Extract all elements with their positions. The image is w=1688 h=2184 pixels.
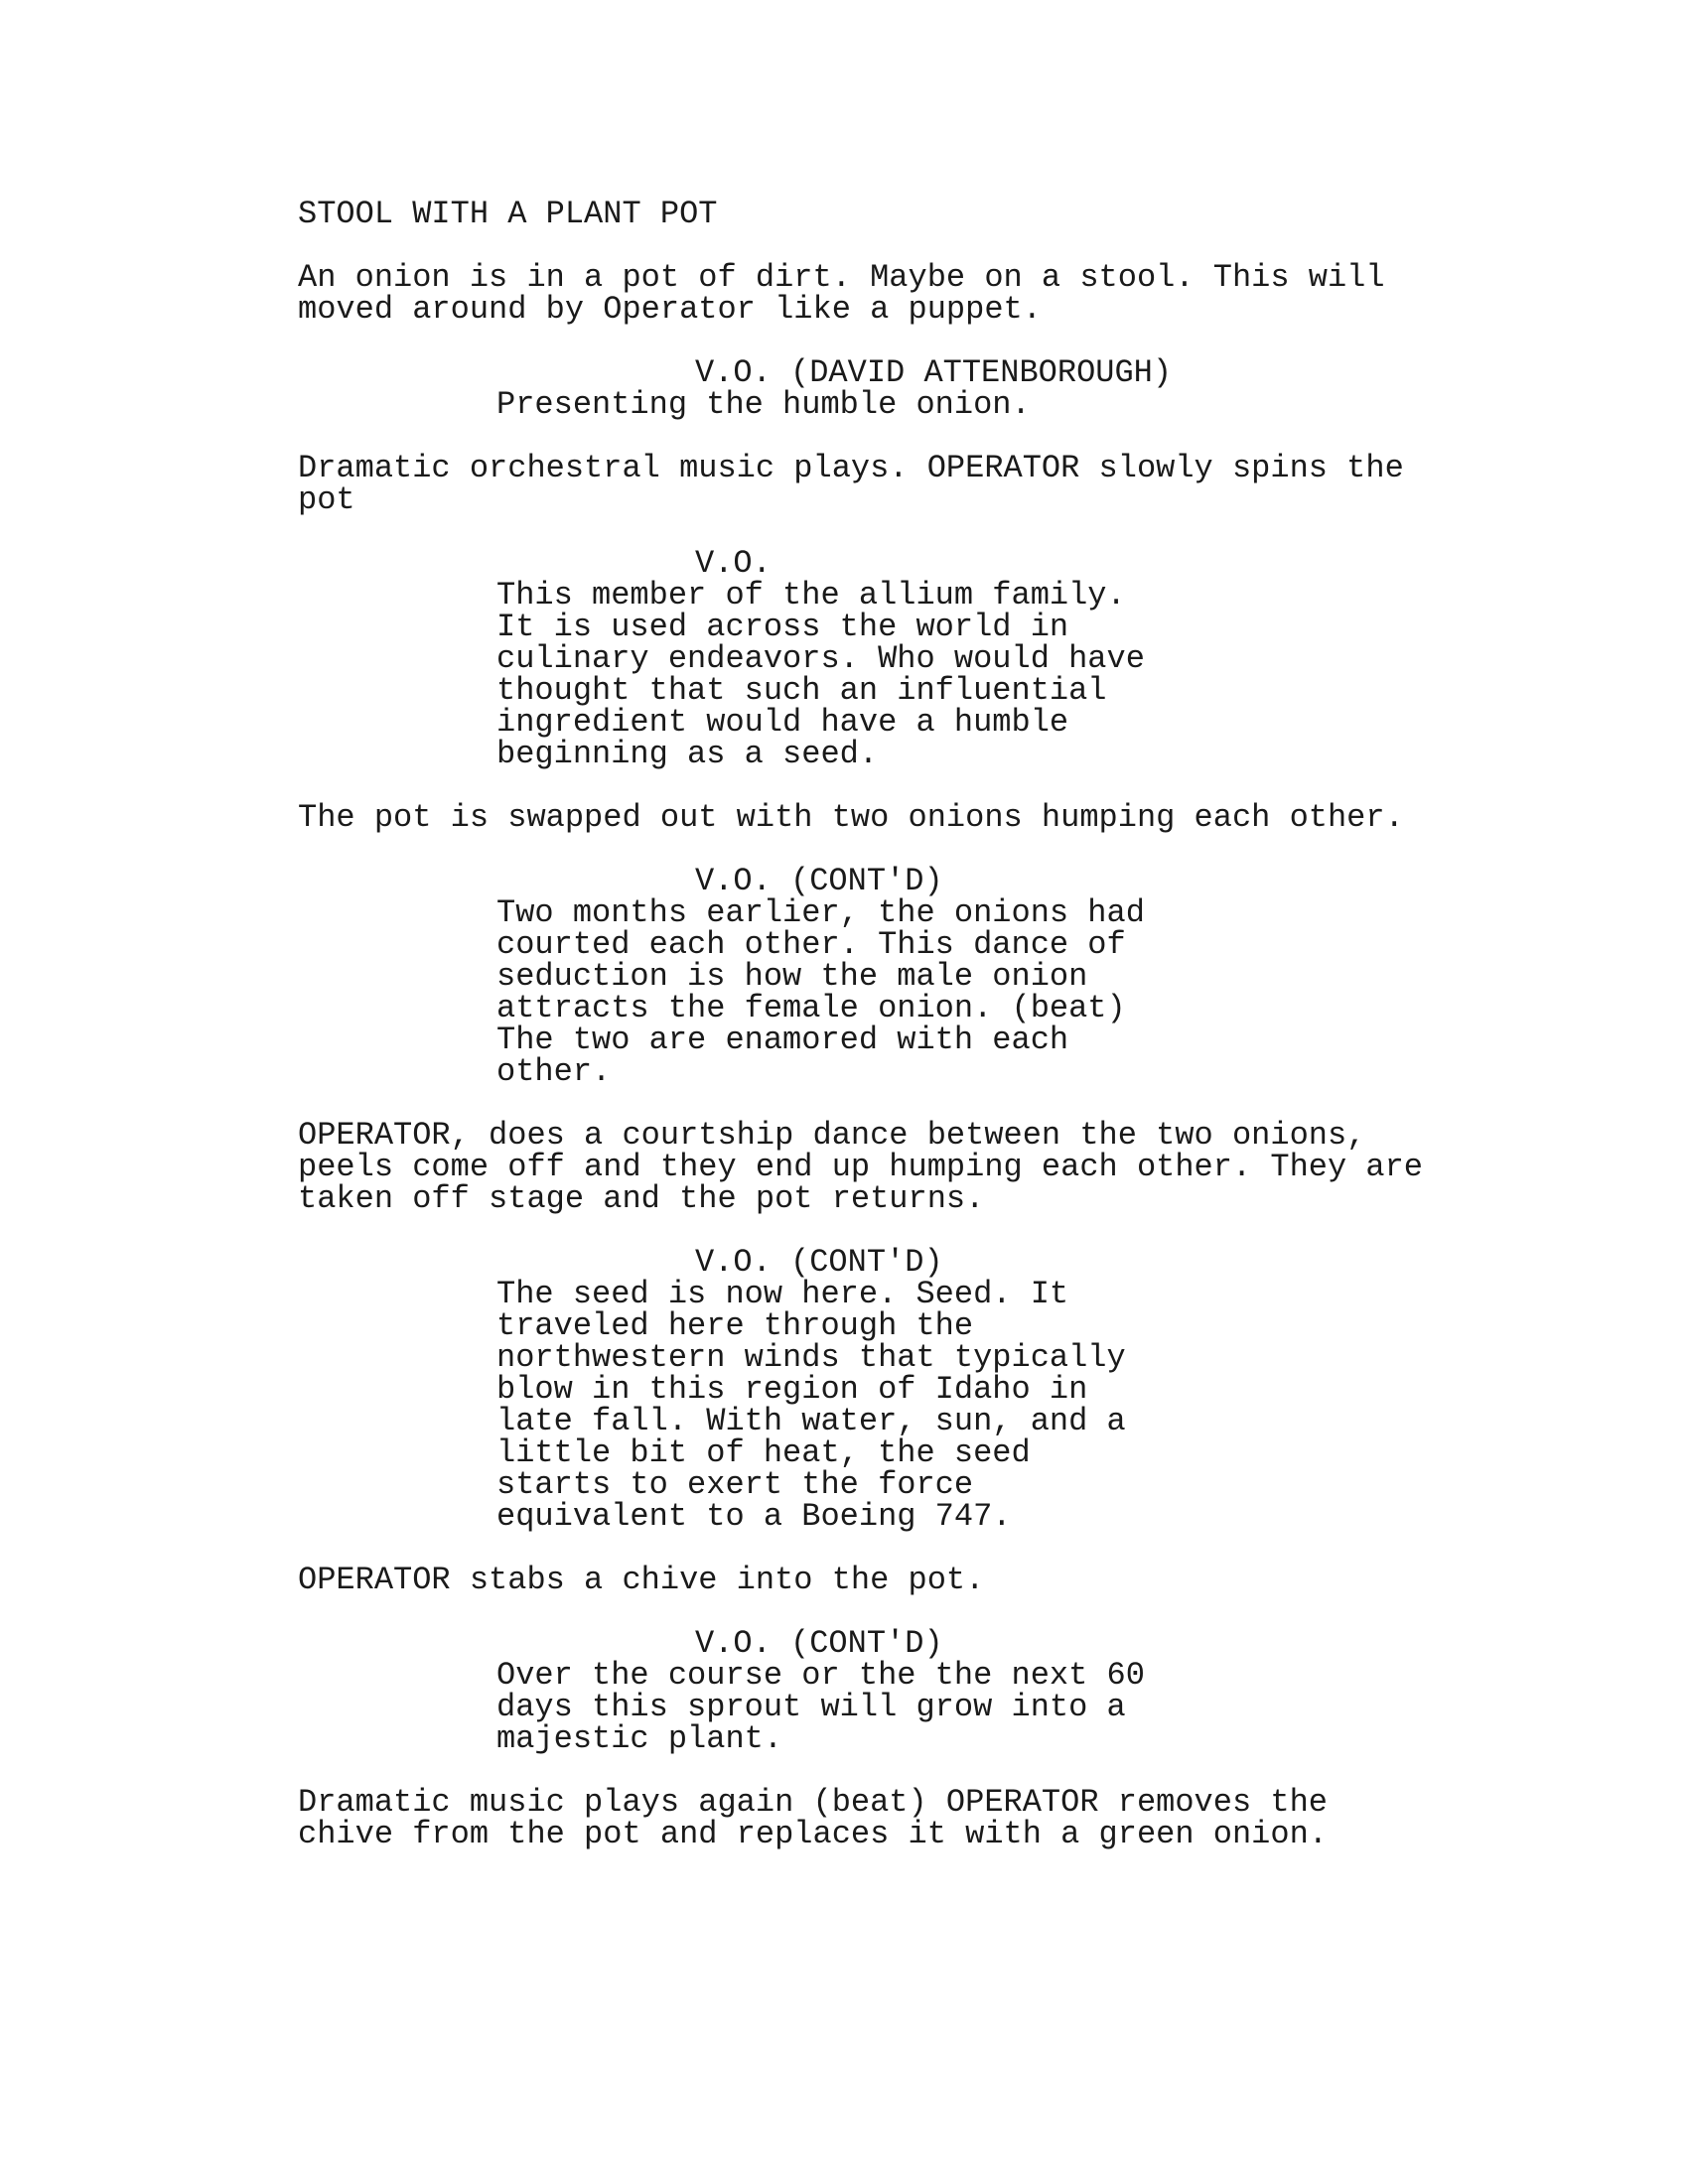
dialogue-block [496,1276,1489,1535]
character-line: V.O. (CONT'D) [695,1625,943,1662]
dialogue-line: It is used across the world in [496,609,1069,645]
block-spacer [298,1088,1489,1120]
dialogue-block [496,1657,1489,1757]
dialogue-line: This member of the allium family. [496,577,1126,614]
dialogue-line: starts to exert the force [496,1466,974,1503]
dialogue-line: courted each other. This dance of [496,926,1126,963]
dialogue-line: equivalent to a Boeing 747. [496,1498,1012,1535]
dialogue-line: seduction is how the male onion [496,958,1088,995]
action-line: chive from the pot and replaces it with a green onion. [298,1816,1328,1852]
character-line: V.O. (CONT'D) [695,863,943,899]
character-block [695,545,1489,582]
character-line: V.O. [695,545,772,582]
dialogue-line: Two months earlier, the onions had [496,894,1145,931]
action-line: Dramatic orchestral music plays. OPERATOR slowly spins the [298,450,1404,486]
action-line: peels come off and they end up humping each other. They are [298,1149,1423,1185]
block-spacer [298,516,1489,548]
dialogue-line: Presenting the humble onion. [496,386,1031,423]
block-spacer [298,834,1489,866]
character-block [695,1625,1489,1662]
block-spacer [298,1533,1489,1565]
dialogue-block [496,577,1489,772]
action-block [298,1562,1489,1598]
action-line: An onion is in a pot of dirt. Maybe on a stool. This will [298,259,1385,296]
action-block [298,799,1489,836]
action-line: The pot is swapped out with two onions humping each other. [298,799,1404,836]
dialogue-line: northwestern winds that typically [496,1339,1126,1376]
dialogue-line: Over the course or the the next 60 [496,1657,1145,1694]
action-block [298,1117,1489,1217]
slug-block [298,196,1489,232]
slug-line: STOOL WITH A PLANT POT [298,196,718,232]
block-spacer [298,1755,1489,1787]
block-spacer [298,1596,1489,1628]
action-block [298,450,1489,518]
dialogue-line: culinary endeavors. Who would have [496,640,1145,677]
block-spacer [298,770,1489,802]
dialogue-line: days this sprout will grow into a [496,1689,1126,1725]
character-line: V.O. (CONT'D) [695,1244,943,1281]
action-line: pot [298,481,355,518]
block-spacer [298,326,1489,357]
dialogue-block [496,894,1489,1090]
action-line: OPERATOR, does a courtship dance between the two onions, [298,1117,1366,1154]
dialogue-line: The seed is now here. Seed. It [496,1276,1069,1312]
character-block [695,1244,1489,1281]
dialogue-block [496,386,1489,423]
block-spacer [298,1215,1489,1247]
dialogue-line: ingredient would have a humble [496,704,1069,741]
character-line: V.O. (DAVID ATTENBOROUGH) [695,354,1173,391]
dialogue-line: beginning as a seed. [496,736,879,772]
dialogue-line: blow in this region of Idaho in [496,1371,1088,1408]
dialogue-line: The two are enamored with each [496,1022,1069,1058]
dialogue-line: majestic plant. [496,1720,783,1757]
action-line: moved around by Operator like a puppet. [298,291,1042,328]
action-line: OPERATOR stabs a chive into the pot. [298,1562,985,1598]
action-line: taken off stage and the pot returns. [298,1180,985,1217]
dialogue-line: thought that such an influential [496,672,1107,709]
character-block [695,354,1489,391]
dialogue-line: traveled here through the [496,1307,974,1344]
dialogue-line: late fall. With water, sun, and a [496,1403,1126,1439]
action-block [298,1784,1489,1852]
block-spacer [298,230,1489,262]
block-spacer [298,421,1489,453]
action-block [298,259,1489,328]
dialogue-line: other. [496,1053,612,1090]
dialogue-line: little bit of heat, the seed [496,1434,1031,1471]
action-line: Dramatic music plays again (beat) OPERATOR removes the [298,1784,1328,1821]
dialogue-line: attracts the female onion. (beat) [496,990,1126,1026]
character-block [695,863,1489,899]
screenplay-body [298,196,1489,1852]
